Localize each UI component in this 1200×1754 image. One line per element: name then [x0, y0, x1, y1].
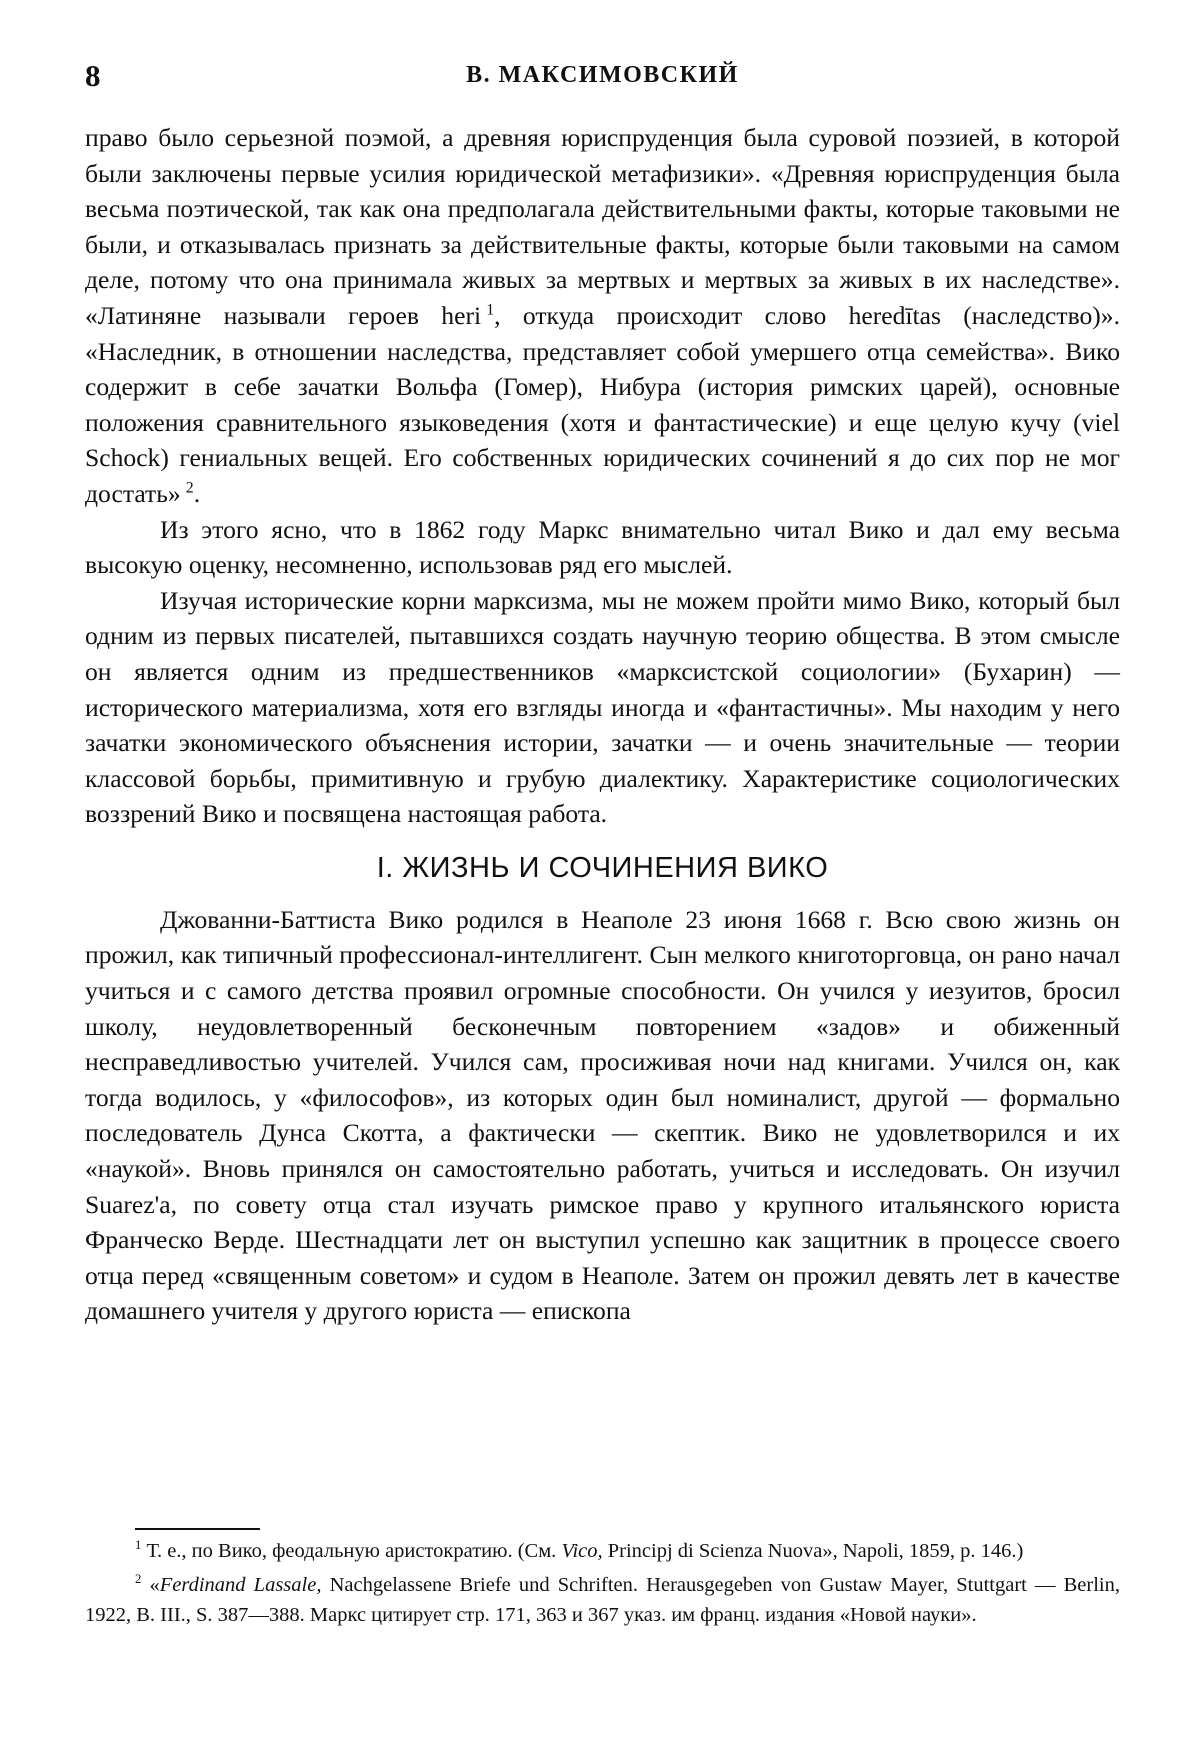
footnote-divider [135, 1528, 260, 1530]
footnote-marker: 2 [135, 1572, 142, 1587]
footnote-italic-author: Vico, [561, 1540, 603, 1562]
footnotes [85, 1536, 1120, 1634]
paragraph-1-cont: , откуда происходит слово heredītas (наследство)». «Наследник, в отношении наследства, представляет собой умершего отца семейства». Вико содержит в себе зачатки Вольфа (Гомер), Нибура (история римских царей), основные положения сравнительного языковедения (хотя и фантастические) и еще целую кучу (viel Schock) гениальных вещей. Его собственных юридических сочинений я до сих пор не мог достать» [85, 300, 1121, 508]
paragraph-1 [85, 120, 1120, 512]
section-heading: I. ЖИЗНЬ И СОЧИНЕНИЯ ВИКО [376, 851, 829, 884]
body-text [85, 120, 1120, 1329]
footnote-2 [85, 1570, 1120, 1630]
running-head: В. МАКСИМОВСКИЙ [466, 62, 739, 88]
footnote-text: « [141, 1574, 160, 1596]
footnote-text: Nachgelassene Briefe und Schriften. Herausgegeben von Gustaw Mayer, Stuttgart — Berlin, 1922, B. III., S. 387—388. Маркс цитирует стр. 171, 363 и 367 указ. им франц. издания «Новой науки». [85, 1574, 1120, 1626]
page-header [85, 58, 1120, 98]
footnote-text: Т. е., по Вико, феодальную аристократию. (См. [141, 1540, 562, 1562]
footnote-ref-1: 1 [486, 301, 495, 319]
paragraph-2: Из этого ясно, что в 1862 году Маркс внимательно читал Вико и дал ему весьма высокую оценку, несомненно, использовав ряд его мыслей. [85, 514, 1120, 580]
footnote-1 [85, 1536, 1120, 1566]
paragraph-1-end: . [193, 478, 201, 508]
section-paragraph: Джованни-Баттиста Вико родился в Неаполе 23 июня 1668 г. Всю свою жизнь он прожил, как типичный профессионал-интеллигент. Сын мелкого книготорговца, он рано начал учиться и с самого детства проявил огромные способности. Он учился у иезуитов, бросил школу, неудовлетворенный бесконечным повторением «задов» и обиженный несправедливостью учителей. Учился сам, просиживая ночи над книгами. Учился он, как тогда водилось, у «философов», из которых один был номиналист, другой — формально последователь Дунса Скотта, а фактически — скептик. Вико не удовлетворился и их «наукой». Вновь принялся он самостоятельно работать, учиться и исследовать. Он изучил Suarez'а, по совету отца стал изучать римское право у крупного итальянского юриста Франческо Верде. Шестнадцати лет он выступил успешно как защитник в процессе своего отца перед «священным советом» и судом в Неаполе. Затем он прожил девять лет в качестве домашнего учителя у другого юриста — епископа [85, 904, 1120, 1326]
footnote-marker: 1 [135, 1538, 142, 1553]
paragraph-1-text: право было серьезной поэмой, а древняя юриспруденция была суровой поэзией, в которой были заключены первые усилия юридической метафизики». «Древняя юриспруденция была весьма поэтической, так как она предполагала действительными факты, которые таковыми не были, и отказывалась признать за действительные факты, которые были таковыми на самом деле, потому что она принимала живых за мертвых и мертвых за живых в их наследстве». «Латиняне называли героев heri [85, 123, 1120, 330]
footnote-italic-author: Ferdinand Lassale, [159, 1574, 322, 1596]
footnote-ref-2: 2 [185, 479, 194, 497]
footnote-text: Principj di Scienza Nuova», Napoli, 1859, p. 146.) [602, 1540, 1024, 1562]
paragraph-3: Изучая исторические корни марксизма, мы не можем пройти мимо Вико, который был одним из первых писателей, пытавшихся создать научную теорию общества. В этом смысле он является одним из предшественников «марксистской социологии» (Бухарин) — исторического материализма, хотя его взгляды иногда и «фантастичны». Мы находим у него зачатки экономического объяснения истории, зачатки — и очень значительные — теории классовой борьбы, примитивную и грубую диалектику. Характеристике социологических воззрений Вико и посвящена настоящая работа. [85, 585, 1120, 829]
page-number: 8 [85, 58, 101, 93]
